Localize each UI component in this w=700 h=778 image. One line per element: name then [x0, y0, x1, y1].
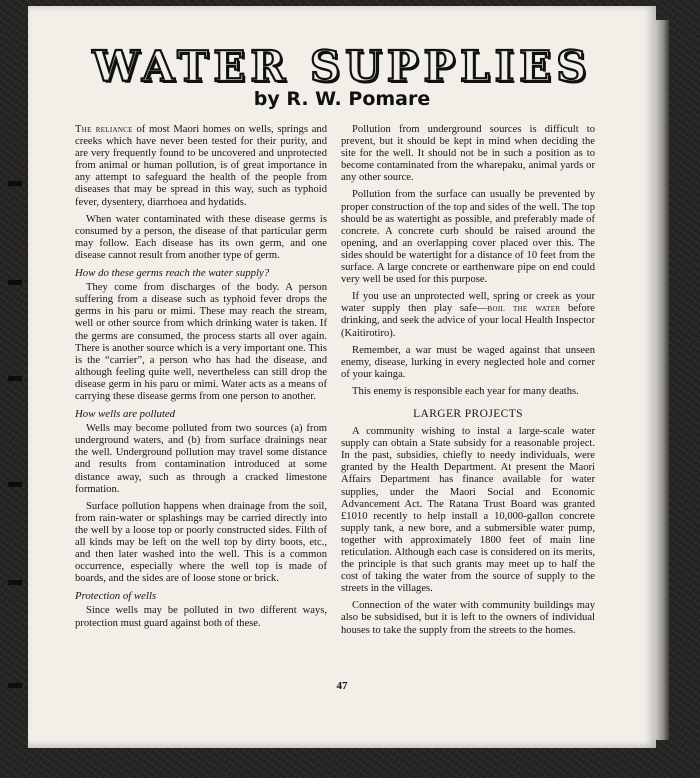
- section-heading: Protection of wells: [75, 590, 157, 603]
- section-heading: How do these germs reach the water supply?: [75, 267, 270, 280]
- paragraph: They come from discharges of the body. A person suffering from a disease such as typhoid fever drops the germs in his paru or mimi. These may reach the stream, well or other source from which drinking water is taken. If the germs are consumed, the process starts all over again. There is another source which is a very important one. This is the “carrier”, a person who has had the disease, and although feeling quite well, nevertheless can still drop the disease germ in his paru or mimi. Water acts as a means of carrying these disease germs from one person to another.: [75, 282, 327, 402]
- paragraph: Remember, a war must be waged against that unseen enemy, disease, lurking in every neglected hole and corner of your kainga.: [341, 344, 595, 380]
- section-heading: LARGER PROJECTS: [413, 407, 523, 420]
- binding-tab-mark: [8, 376, 22, 381]
- intro-text: of most Maori homes on wells, springs and creeks which have never been tested for their purity, and are very frequently found to be uncovered and unprotected from animal or human pollution, is of great importance in any attempt to safeguard the health of the people from diseases that may be spread in this way, such as typhoid fever, dysentery, diarrhoea and hydatids.: [75, 124, 327, 208]
- page-binding-edge: [655, 20, 669, 740]
- right-column: [341, 124, 595, 642]
- intro-paragraph: [75, 124, 327, 209]
- paragraph: [341, 291, 595, 339]
- paragraph: This enemy is responsible each year for many deaths.: [352, 385, 579, 397]
- paragraph: Surface pollution happens when drainage from the soil, from rain-water or splashings may be carried directly into the well by a loose top or poorly constructed sides. Filth of all kinds may be left on the well top by dirty boots, etc., and then later washed into the well. This is a common occurrence, especially where the well top is made of boards, and the sides are of loose stone or brick.: [75, 500, 327, 585]
- paragraph-text: If you use an unprotected well, spring or creek as your water supply then play safe—: [341, 291, 595, 315]
- boil-water-emphasis: boil the water: [487, 303, 561, 315]
- article-title: WATER SUPPLIES: [92, 42, 592, 91]
- article-byline: by R. W. Pomare: [253, 88, 431, 110]
- binding-tab-mark: [8, 280, 22, 285]
- left-column: [75, 124, 327, 635]
- intro-lead: The reliance: [75, 124, 133, 135]
- paragraph: Connection of the water with community buildings may also be subsidised, but it is left to the owners of individual houses to take the supply from the streets to the homes.: [341, 600, 595, 636]
- paragraph: Wells may become polluted from two sources (a) from underground waters, and (b) from surface drainings near the well. Underground pollution may travel some distance and results from contamination introduced at some distance away, such as through a cracked limestone formation.: [75, 423, 327, 495]
- binding-tab-mark: [8, 482, 22, 487]
- paragraph: Pollution from the surface can usually be prevented by proper construction of the top and sides of the well. The top should be as watertight as possible, and preferably made of concrete. A concrete curb should be raised around the opening, and an overlapping cover placed over this. The sides should be watertight for a distance of 10 feet from the surface. A large concrete or earthenware pipe on end could very well be used for this purpose.: [341, 189, 595, 286]
- page-number: 47: [336, 680, 348, 692]
- section-heading: How wells are polluted: [75, 408, 176, 421]
- paragraph: A community wishing to instal a large-scale water supply can obtain a State subsidy for a reasonable project. In the past, subsidies, chiefly to needy individuals, were granted by the Health Department. At present the Maori Affairs Department has finance available for water supplies, under the Maori Social and Economic Advancement Act. The Ratana Trust Board was granted £1010 recently to help install a 10,000-gallon concrete supply tank, a new bore, and a submersible water pump, together with approximately 1800 feet of main line reticulation. Although each case is considered on its merits, the principle is that such grants may meet up to half the cost of taking the water from the source of supply to the streets in the villages.: [341, 426, 595, 595]
- binding-tab-mark: [8, 181, 22, 186]
- binding-tab-mark: [8, 683, 22, 688]
- binding-tab-mark: [8, 580, 22, 585]
- paragraph-text: before drinking, and seek the advice of your local Health Inspector (Kaitirotiro).: [341, 303, 596, 339]
- paragraph: Pollution from underground sources is difficult to prevent, but it should be kept in mind when deciding the site for the well. It should not be in such a position as to become contaminated from the wharepaku, animal yards or any other source.: [341, 124, 595, 184]
- paragraph: When water contaminated with these disease germs is consumed by a person, the disease of that particular germ may follow. Each disease has its own germ, and one disease cannot result from another type of germ.: [75, 213, 327, 261]
- paragraph: Since wells may be polluted in two different ways, protection must guard against both of these.: [75, 605, 327, 629]
